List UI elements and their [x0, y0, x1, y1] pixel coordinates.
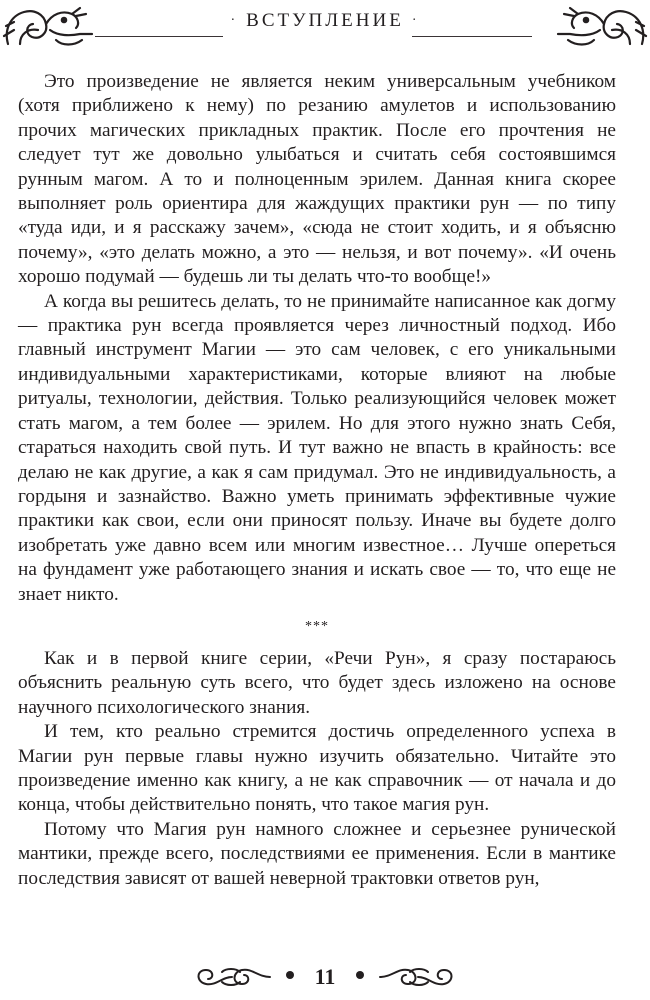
paragraph: А когда вы решитесь делать, то не принимайте написанное как догму — практика рун всегда проявляется через личностный подход. Ибо главный инструмент Магии — это сам человек, с его уникальными индивидуальными характеристиками, которые влияют на любые ритуалы, технологии, действия. Только реализующийся человек может стать магом, а тем более — эрилем. Но для этого нужно знать Себя, стараться находить свой путь. И тут важно не впасть в крайность: все делаю не как другие, а как я сам придумал. Это не индивидуальность, а гордыня и зазнайство. Важно уметь принимать эффективные чужие практики как свои, если они приносят пользу. Иначе вы будете долго изобретать уже давно всем или многим известное… Лучше опереться на фундамент уже работающего знания и искать свое — то, что еще не знает никто. [18, 290, 616, 605]
section-separator: *** [305, 618, 329, 634]
header-dot-left: · [230, 13, 239, 28]
scroll-ornament-icon [378, 962, 458, 992]
running-header [0, 10, 650, 32]
celtic-beast-ornament-icon [555, 0, 650, 50]
page-header [0, 0, 650, 50]
page-footer [0, 958, 650, 998]
header-rule-right [412, 36, 532, 37]
header-dot-right: · [411, 13, 420, 28]
paragraph: Потому что Магия рун намного сложнее и серьезнее рунической мантики, прежде всего, последствиями ее применения. Если в мантике последствия зависят от вашей неверной трактовки ответов рун, [18, 818, 616, 889]
paragraph: Это произведение не является неким универсальным учебником (хотя приближено к нему) по резанию амулетов и использованию прочих магических прикладных практик. После его прочтения не следует тут же довольно улыбаться и считать себя состоявшимся рунным магом. А то и полноценным эрилем. Данная книга скорее выполняет роль ориентира для жаждущих практики рун — по типу «туда иди, и я расскажу зачем», «сюда не стоит ходить, и я объясню почему», «это делать можно, а это — нельзя, и вот почему». «И очень хорошо подумай — будешь ли ты делать что-то вообще!» [18, 71, 616, 288]
paragraph: Как и в первой книге серии, «Речи Рун», я сразу постараюсь объяснить реальную суть всего, что будет здесь изложено на основе научного психологического знания. [18, 647, 616, 718]
header-title-text: ВСТУПЛЕНИЕ [246, 10, 404, 31]
page-number: 11 [314, 964, 336, 989]
footer-bullet-right [356, 971, 364, 979]
paragraph: И тем, кто реально стремится достичь определенного успеха в Магии рун первые главы нужно изучить обязательно. Читайте это произведение именно как книгу, а не как справочник — от начала и до конца, чтобы действительно понять, что такое магия рун. [18, 721, 616, 816]
header-rule-left [95, 36, 223, 37]
page-body [18, 70, 616, 891]
